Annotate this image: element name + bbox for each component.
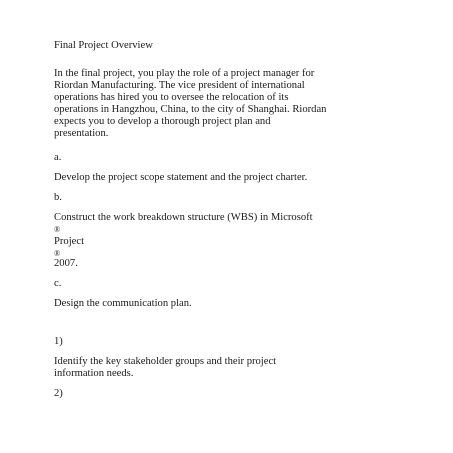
- item-1-marker: 1): [54, 336, 63, 347]
- document-title: Final Project Overview: [54, 40, 153, 51]
- item-b-marker: b.: [54, 192, 62, 203]
- intro-line-1: In the final project, you play the role of a project manager for: [54, 68, 315, 79]
- item-1-text-line-1: Identify the key stakeholder groups and their project: [54, 356, 277, 367]
- registered-mark-1: ®: [54, 225, 61, 234]
- intro-line-4: operations in Hangzhou, China, to the city of Shanghai. Riordan: [54, 104, 327, 115]
- item-a-text: Develop the project scope statement and the project charter.: [54, 172, 308, 183]
- item-b-version: 2007.: [54, 258, 78, 269]
- item-b-text: Construct the work breakdown structure (WBS) in Microsoft: [54, 212, 313, 223]
- intro-line-2: Riordan Manufacturing. The vice president of international: [54, 80, 305, 91]
- item-c-text: Design the communication plan.: [54, 298, 192, 309]
- item-c-marker: c.: [54, 278, 62, 289]
- registered-mark-2: ®: [54, 249, 61, 258]
- item-a-marker: a.: [54, 152, 62, 163]
- item-1-text-line-2: information needs.: [54, 368, 134, 379]
- intro-line-6: presentation.: [54, 128, 109, 139]
- document-page: [54, 0, 414, 453]
- intro-line-3: operations has hired you to oversee the relocation of its: [54, 92, 289, 103]
- item-b-product: Project: [54, 236, 85, 247]
- intro-line-5: expects you to develop a thorough project plan and: [54, 116, 271, 127]
- item-2-marker: 2): [54, 388, 63, 399]
